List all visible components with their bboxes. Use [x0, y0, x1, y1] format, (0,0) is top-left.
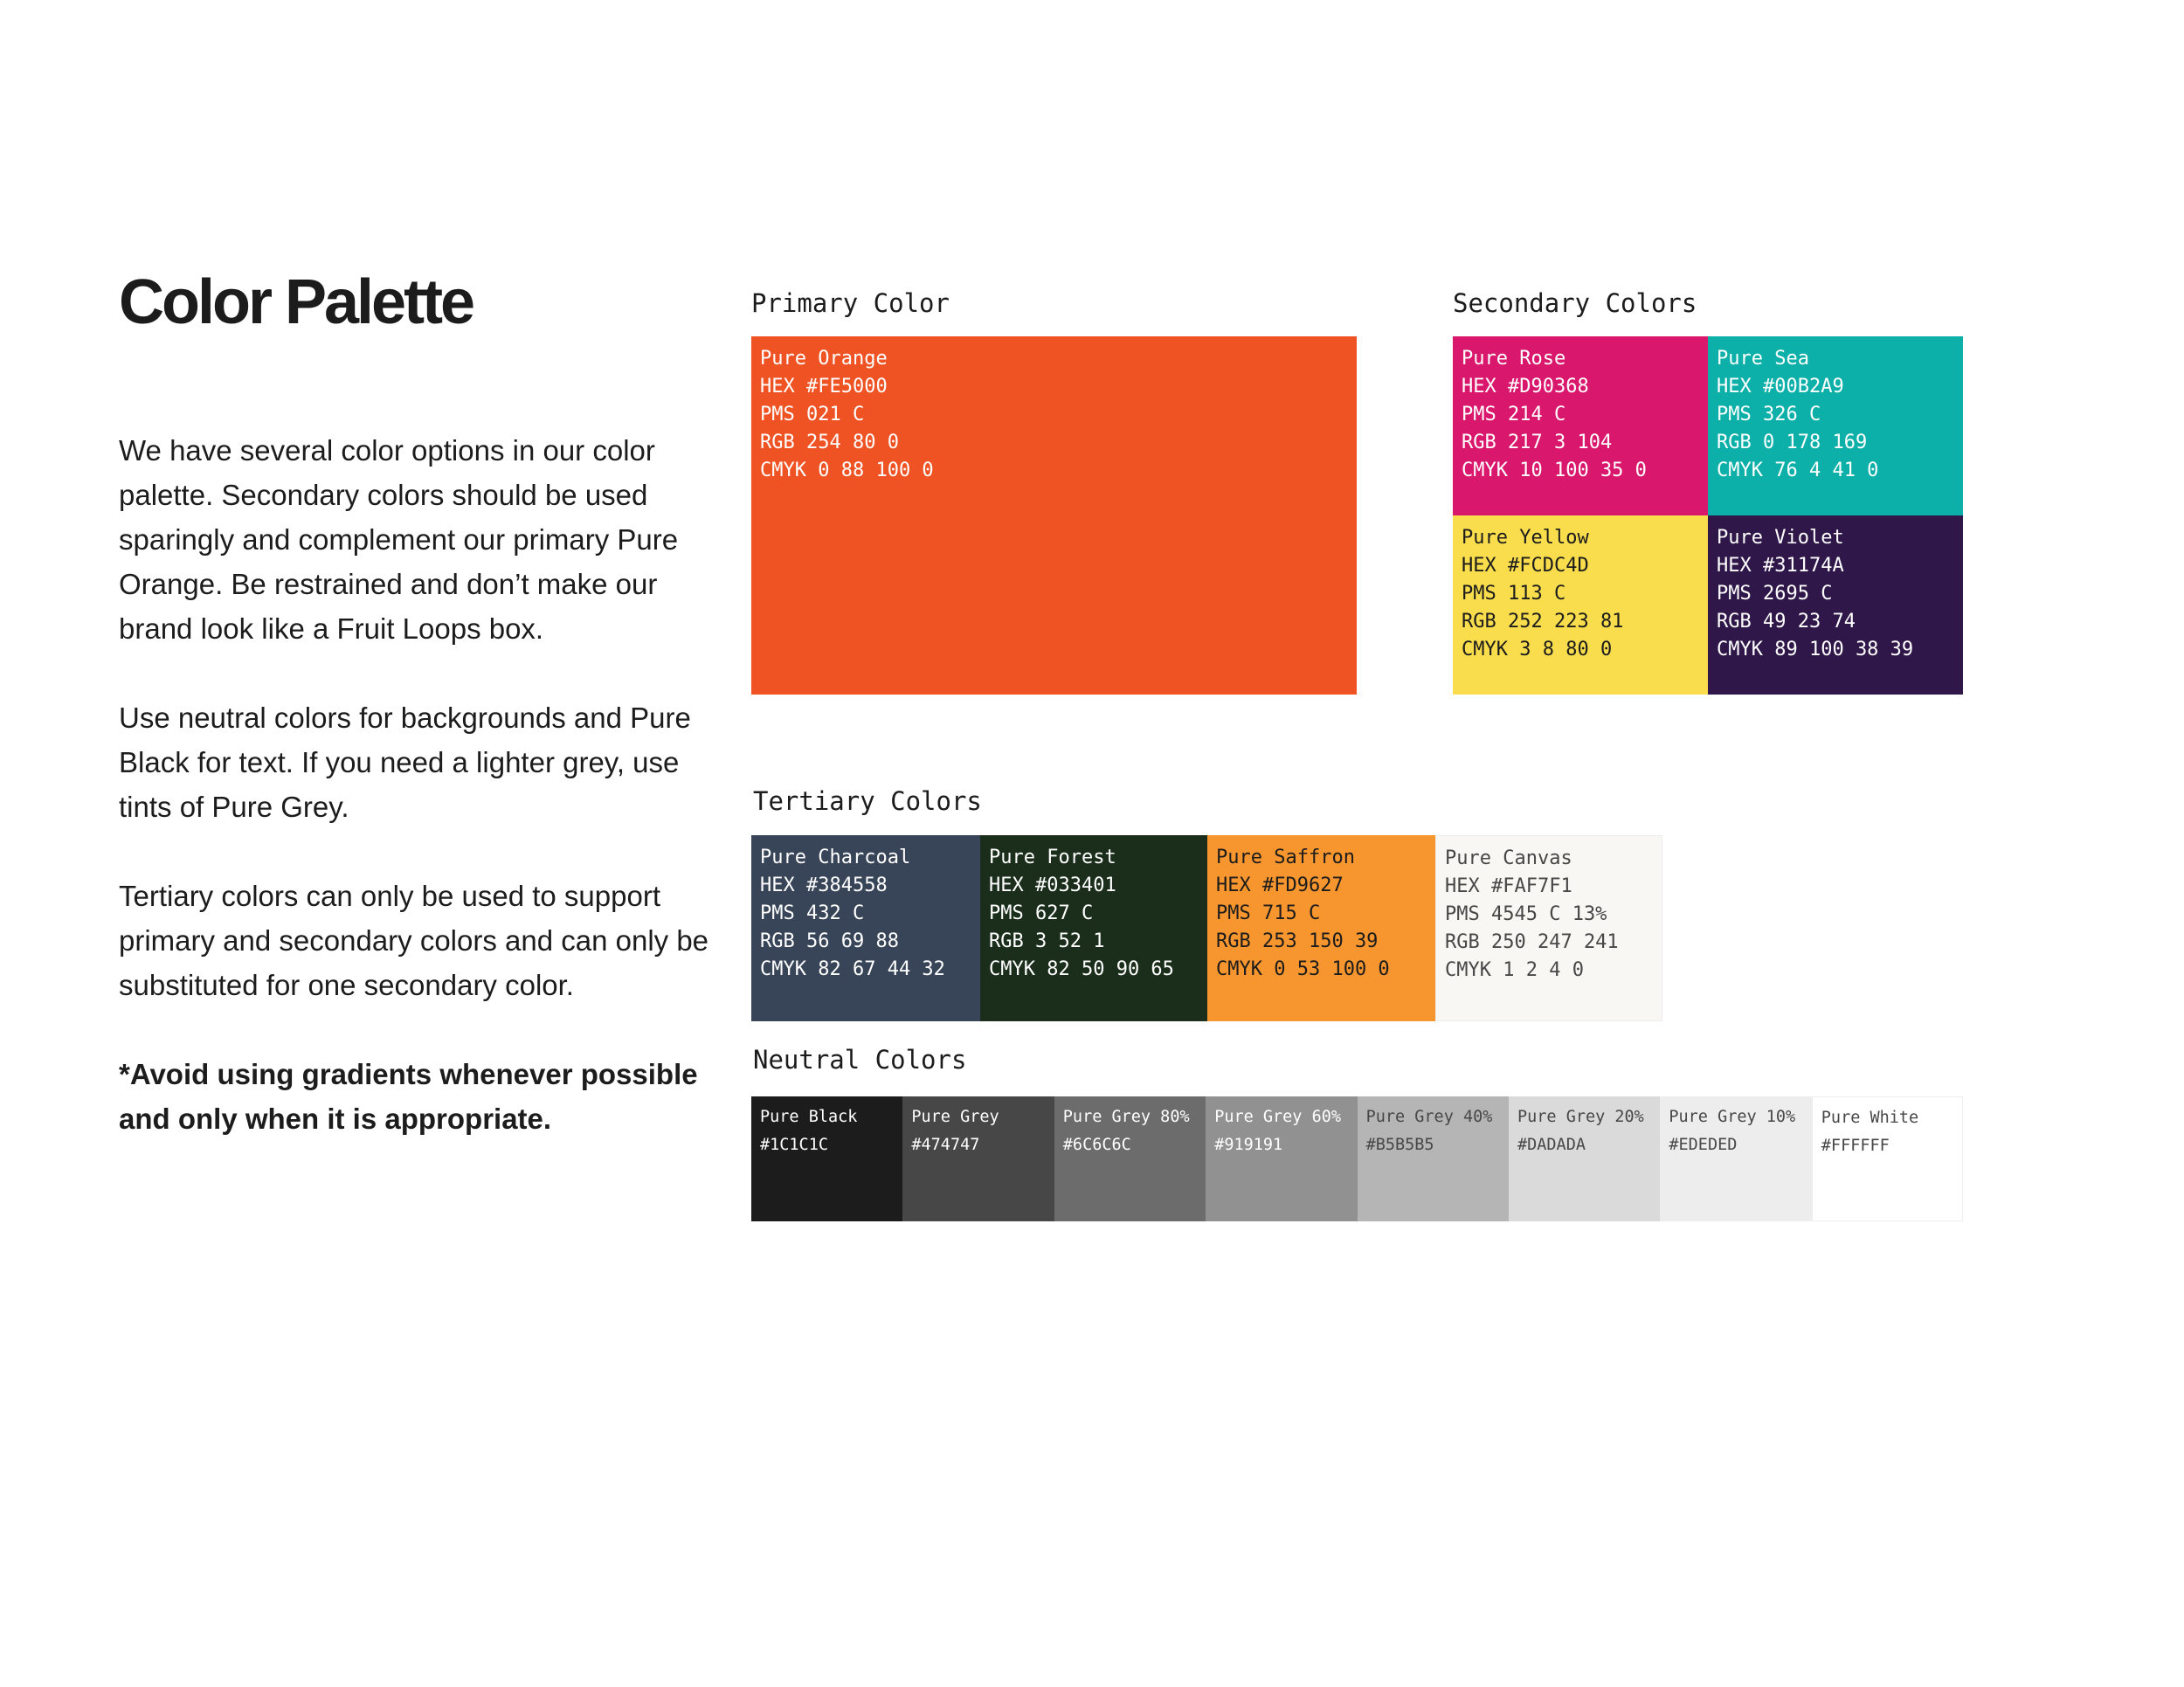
- swatch-hex: HEX #FE5000: [760, 376, 888, 398]
- swatch-name: Pure Forest: [989, 847, 1116, 868]
- swatch-cmyk: CMYK 76 4 41 0: [1717, 460, 1879, 481]
- swatch-hex: HEX #31174A: [1717, 555, 1844, 577]
- swatch-hex: #EDEDED: [1669, 1136, 1738, 1154]
- swatch-pure-sea: [1708, 336, 1963, 515]
- swatch-cmyk: CMYK 1 2 4 0: [1445, 959, 1584, 981]
- swatch-cmyk: CMYK 0 53 100 0: [1216, 958, 1390, 980]
- swatch-pms: PMS 214 C: [1462, 404, 1566, 425]
- swatch-pms: PMS 627 C: [989, 902, 1094, 924]
- swatch-pms: PMS 4545 C 13%: [1445, 903, 1607, 925]
- swatch-pure-charcoal: [751, 835, 980, 1021]
- tertiary-colors-label: Tertiary Colors: [753, 786, 982, 816]
- swatch-pure-saffron: [1207, 835, 1435, 1021]
- swatch-pms: PMS 715 C: [1216, 902, 1321, 924]
- paragraph-neutral: Use neutral colors for backgrounds and Pure Black for text. If you need a lighter grey, use tints of Pure Grey.: [119, 702, 691, 823]
- swatch-rgb: RGB 0 178 169: [1717, 432, 1868, 453]
- swatch-rgb: RGB 250 247 241: [1445, 931, 1619, 953]
- paragraph-intro: We have several color options in our color palette. Secondary colors should be used sparingly and complement our primary Pure Orange. Be restrained and don’t make our brand look like a Fruit Loops box.: [119, 434, 679, 645]
- swatch-pms: PMS 021 C: [760, 404, 865, 425]
- swatch-hex: #DADADA: [1517, 1136, 1586, 1154]
- swatch-hex: #6C6C6C: [1062, 1136, 1131, 1154]
- swatch-rgb: RGB 49 23 74: [1717, 611, 1856, 633]
- swatch-hex: #1C1C1C: [760, 1136, 828, 1154]
- swatch-name: Pure Charcoal: [760, 847, 911, 868]
- swatch-pms: PMS 2695 C: [1717, 583, 1833, 605]
- secondary-colors-label: Secondary Colors: [1453, 288, 1697, 318]
- swatch-hex: HEX #FAF7F1: [1445, 875, 1572, 897]
- swatch-hex: #FFFFFF: [1821, 1137, 1890, 1155]
- swatch-cmyk: CMYK 0 88 100 0: [760, 460, 934, 481]
- swatch-pure-yellow: [1453, 515, 1708, 695]
- swatch-pure-grey-40: [1358, 1096, 1509, 1221]
- swatch-hex: HEX #384558: [760, 875, 888, 896]
- swatch-rgb: RGB 253 150 39: [1216, 930, 1379, 952]
- swatch-hex: HEX #FCDC4D: [1462, 555, 1589, 577]
- swatch-pure-grey: [902, 1096, 1054, 1221]
- swatch-rgb: RGB 56 69 88: [760, 930, 899, 952]
- swatch-rgb: RGB 217 3 104: [1462, 432, 1613, 453]
- swatch-name: Pure Grey 80%: [1062, 1108, 1190, 1126]
- body-text: [119, 428, 713, 1141]
- paragraph-gradient-note: *Avoid using gradients whenever possible and only when it is appropriate.: [119, 1058, 698, 1135]
- swatch-name: Pure Orange: [760, 348, 888, 370]
- swatch-name: Pure Black: [760, 1108, 858, 1126]
- neutral-colors-label: Neutral Colors: [753, 1045, 967, 1075]
- page-title: Color Palette: [119, 267, 473, 337]
- swatch-rgb: RGB 3 52 1: [989, 930, 1105, 952]
- paragraph-tertiary: Tertiary colors can only be used to support primary and secondary colors and can only be substituted for one secondary color.: [119, 880, 709, 1001]
- swatch-name: Pure Sea: [1717, 348, 1809, 370]
- intro-column: [119, 267, 713, 1141]
- swatch-name: Pure Rose: [1462, 348, 1566, 370]
- swatch-cmyk: CMYK 82 50 90 65: [989, 958, 1174, 980]
- swatch-name: Pure Grey 10%: [1669, 1108, 1796, 1126]
- swatch-pure-orange: [751, 336, 1357, 695]
- swatch-pms: PMS 113 C: [1462, 583, 1566, 605]
- primary-color-label: Primary Color: [751, 288, 950, 318]
- swatch-hex: #474747: [911, 1136, 980, 1154]
- swatch-rgb: RGB 252 223 81: [1462, 611, 1624, 633]
- swatch-name: Pure Violet: [1717, 527, 1844, 549]
- swatch-name: Pure White: [1821, 1109, 1919, 1127]
- swatch-pure-rose: [1453, 336, 1708, 515]
- swatch-pure-violet: [1708, 515, 1963, 695]
- swatch-hex: HEX #FD9627: [1216, 875, 1344, 896]
- swatch-name: Pure Grey 60%: [1214, 1108, 1341, 1126]
- swatch-name: Pure Grey: [911, 1108, 999, 1126]
- swatch-hex: #919191: [1214, 1136, 1283, 1154]
- swatch-hex: #B5B5B5: [1365, 1136, 1434, 1154]
- swatch-cmyk: CMYK 10 100 35 0: [1462, 460, 1647, 481]
- swatch-pms: PMS 432 C: [760, 902, 865, 924]
- swatch-pure-white: [1812, 1096, 1963, 1221]
- swatch-hex: HEX #00B2A9: [1717, 376, 1844, 398]
- swatch-pure-black: [751, 1096, 902, 1221]
- swatch-rgb: RGB 254 80 0: [760, 432, 899, 453]
- swatch-pure-grey-80: [1054, 1096, 1206, 1221]
- swatch-cmyk: CMYK 3 8 80 0: [1462, 639, 1613, 660]
- swatch-name: Pure Grey 40%: [1365, 1108, 1493, 1126]
- swatch-name: Pure Saffron: [1216, 847, 1355, 868]
- swatch-pure-canvas: [1435, 835, 1662, 1021]
- swatch-hex: HEX #033401: [989, 875, 1116, 896]
- swatch-hex: HEX #D90368: [1462, 376, 1589, 398]
- swatch-pure-forest: [980, 835, 1207, 1021]
- swatch-name: Pure Canvas: [1445, 847, 1572, 869]
- swatch-cmyk: CMYK 89 100 38 39: [1717, 639, 1914, 660]
- swatch-cmyk: CMYK 82 67 44 32: [760, 958, 945, 980]
- swatch-pure-grey-10: [1660, 1096, 1811, 1221]
- swatch-pure-grey-20: [1509, 1096, 1660, 1221]
- swatch-pms: PMS 326 C: [1717, 404, 1821, 425]
- swatch-name: Pure Yellow: [1462, 527, 1589, 549]
- swatch-pure-grey-60: [1206, 1096, 1357, 1221]
- swatch-name: Pure Grey 20%: [1517, 1108, 1644, 1126]
